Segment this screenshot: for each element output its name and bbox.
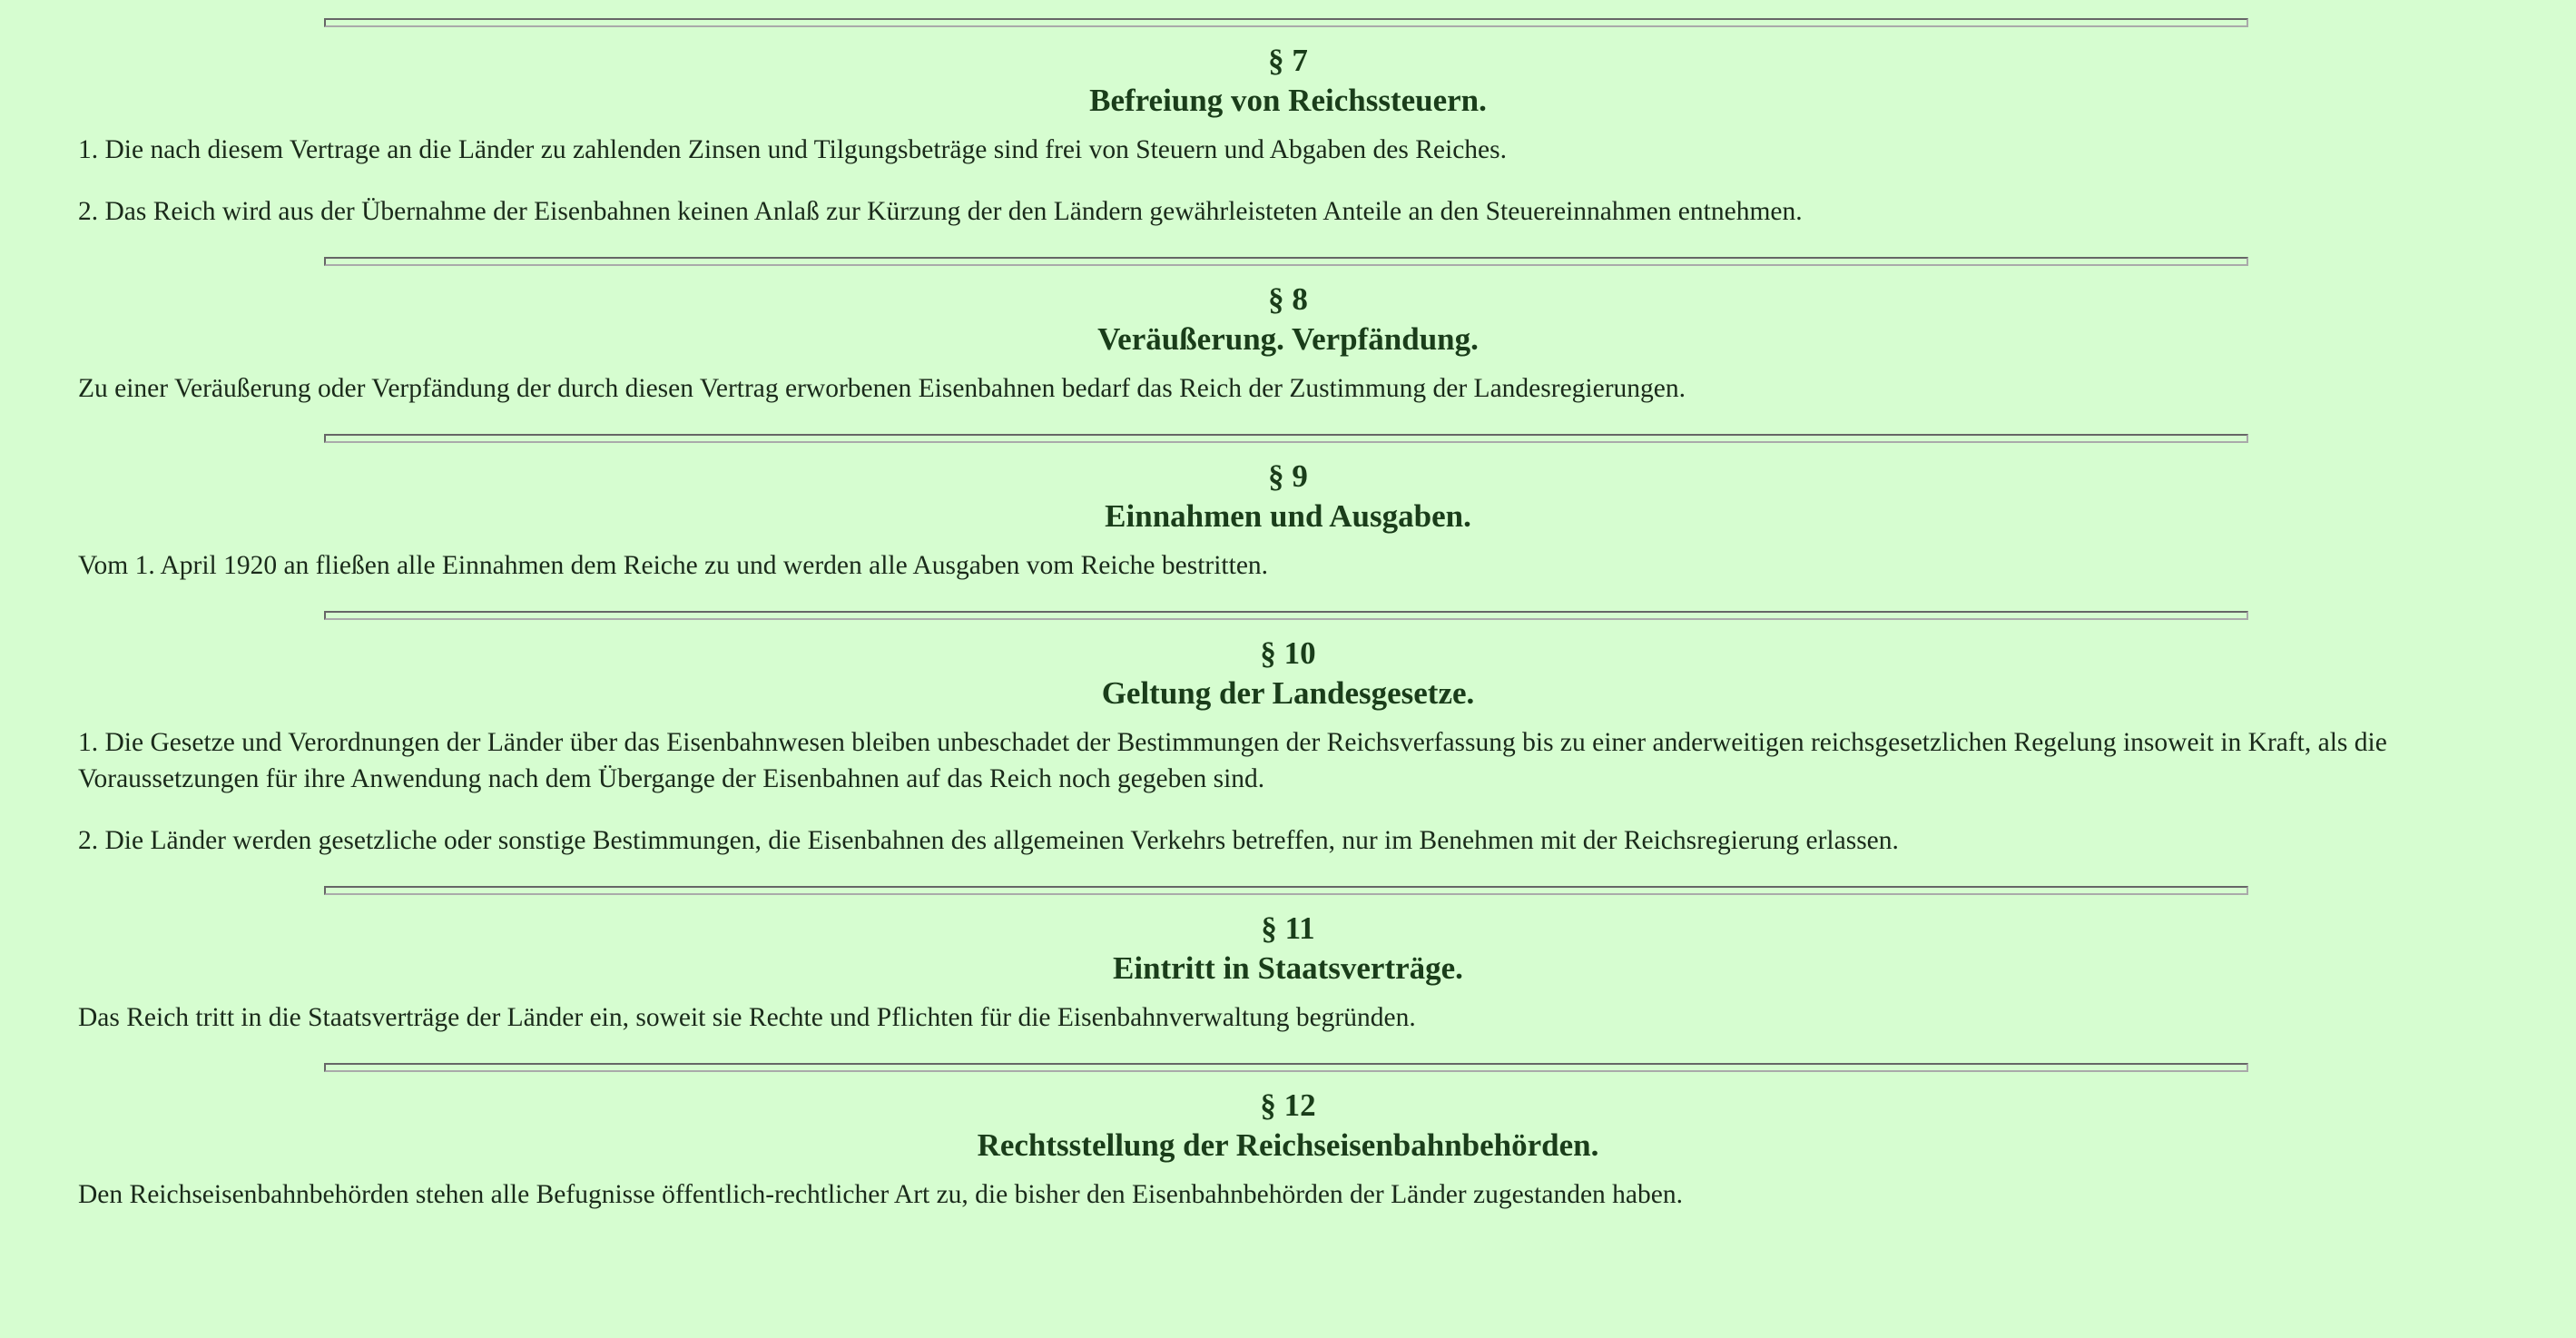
section-number: § 7 xyxy=(1268,43,1308,78)
section-title: Geltung der Landesgesetze. xyxy=(1101,675,1475,711)
section-heading xyxy=(78,634,2498,713)
section-divider xyxy=(324,611,2248,620)
section-divider xyxy=(324,886,2248,895)
section-paragraph: Den Reichseisenbahnbehörden stehen alle Befugnisse öffentlich-rechtlicher Art zu, die bisher den Eisenbahnbehörden der Länder zugestanden haben. xyxy=(78,1180,1683,1209)
section-divider xyxy=(324,1063,2248,1072)
section-number: § 8 xyxy=(1268,281,1308,317)
section-paragraph: 1. Die nach diesem Vertrage an die Länder zu zahlenden Zinsen und Tilgungsbeträge sind frei von Steuern und Abgaben des Reiches. xyxy=(78,135,1508,164)
section-title: Veräußerung. Verpfändung. xyxy=(1097,321,1479,357)
section-paragraph: Zu einer Veräußerung oder Verpfändung der durch diesen Vertrag erworbenen Eisenbahnen bedarf das Reich der Zustimmung der Landesregierungen. xyxy=(78,374,1686,403)
section-divider xyxy=(324,18,2248,27)
section-heading xyxy=(78,1086,2498,1166)
section-title: Einnahmen und Ausgaben. xyxy=(1105,498,1471,534)
section-7 xyxy=(78,18,2498,230)
section-title: Eintritt in Staatsverträge. xyxy=(1113,950,1463,986)
section-paragraph: Das Reich tritt in die Staatsverträge der Länder ein, soweit sie Rechte und Pflichten für die Eisenbahnverwaltung begründen. xyxy=(78,1003,1416,1032)
section-divider xyxy=(324,257,2248,266)
section-number: § 11 xyxy=(1261,910,1315,946)
section-heading xyxy=(78,909,2498,989)
section-number: § 9 xyxy=(1268,458,1308,494)
section-paragraph: 1. Die Gesetze und Verordnungen der Länder über das Eisenbahnwesen bleiben unbeschadet der Bestimmungen der Reichsverfassung bis zu einer anderweitigen reichsgesetzlichen Regelung insoweit in Kraft, als die Voraussetzungen für ihre Anwendung nach dem Übergange der Eisenbahnen auf das Reich noch gegeben sind. xyxy=(78,728,2387,793)
section-number: § 12 xyxy=(1260,1087,1316,1123)
section-10 xyxy=(78,611,2498,859)
section-heading xyxy=(78,280,2498,359)
section-9 xyxy=(78,434,2498,584)
section-title: Rechtsstellung der Reichseisenbahnbehörden. xyxy=(977,1127,1599,1163)
section-paragraph: 2. Das Reich wird aus der Übernahme der Eisenbahnen keinen Anlaß zur Kürzung der den Ländern gewährleisteten Anteile an den Steuereinnahmen entnehmen. xyxy=(78,197,1803,226)
section-title: Befreiung von Reichssteuern. xyxy=(1089,83,1487,118)
section-heading xyxy=(78,457,2498,536)
section-11 xyxy=(78,886,2498,1036)
section-paragraph: 2. Die Länder werden gesetzliche oder sonstige Bestimmungen, die Eisenbahnen des allgemeinen Verkehrs betreffen, nur im Benehmen mit der Reichsregierung erlassen. xyxy=(78,826,1899,855)
section-paragraph: Vom 1. April 1920 an fließen alle Einnahmen dem Reiche zu und werden alle Ausgaben vom Reiche bestritten. xyxy=(78,551,1269,580)
section-8 xyxy=(78,257,2498,407)
section-number: § 10 xyxy=(1260,635,1316,671)
section-12 xyxy=(78,1063,2498,1213)
section-divider xyxy=(324,434,2248,443)
section-heading xyxy=(78,41,2498,121)
